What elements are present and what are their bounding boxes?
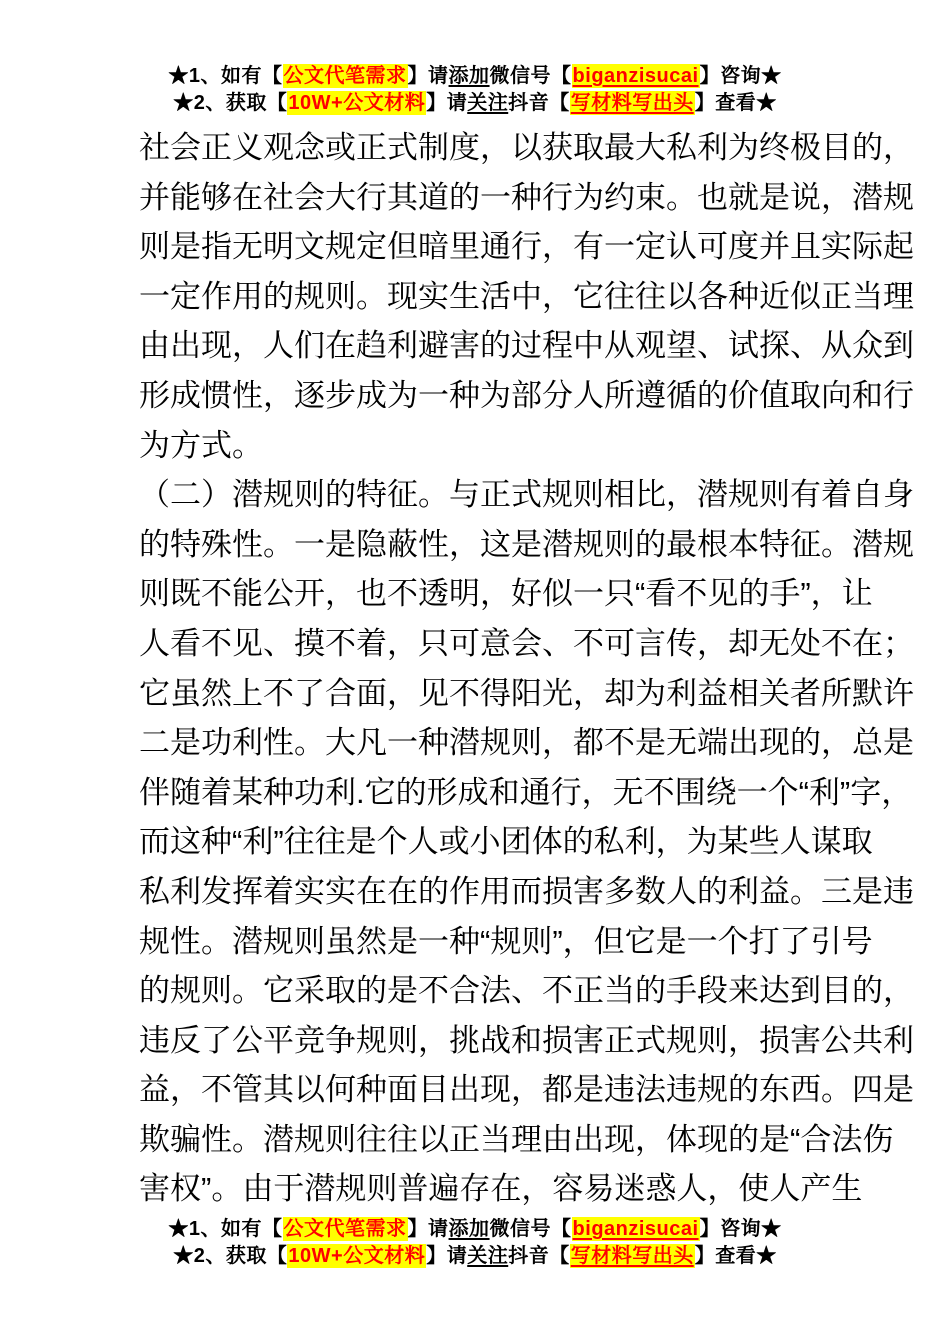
banner-text: ★2、获取【	[173, 92, 288, 114]
banner-highlight-text: 关注	[467, 92, 509, 114]
text-line: 的规则。它采取的是不合法、不正当的手段来达到目的，	[139, 973, 914, 1009]
banner-highlight-text: 公文代笔需求	[283, 1218, 407, 1241]
text-line: 害权”。由于潜规则普遍存在，容易迷惑人，使人产生	[139, 1171, 863, 1207]
promo-banner-footer	[0, 1214, 950, 1270]
text-line: 人看不见、摸不着，只可意会、不可言传，却无处不在；	[139, 625, 914, 661]
promo-banner-line-1	[0, 63, 950, 90]
banner-highlight-text: 10W+公文材料	[288, 1245, 426, 1268]
text-line: 欺骗性。潜规则往往以正当理由出现，体现的是“合法伤	[139, 1121, 894, 1157]
promo-banner-header	[0, 0, 950, 117]
banner-text: 】咨询★	[699, 65, 782, 87]
text-line: 由出现，人们在趋利避害的过程中从观望、试探、从众到	[139, 328, 914, 364]
text-line: 益，不管其以何种面目出现，都是违法违规的东西。四是	[139, 1072, 914, 1108]
banner-highlight-text: biganzisucai	[572, 65, 699, 87]
text-line: 社会正义观念或正式制度，以获取最大私利为终极目的，	[139, 130, 914, 165]
banner-text: ★1、如有【	[168, 1218, 283, 1241]
text-line: 私利发挥着实实在在的作用而损害多数人的利益。三是违	[139, 873, 914, 909]
banner-highlight-text: 10W+公文材料	[288, 92, 426, 114]
text-line: 而这种“利”往往是个人或小团体的私利，为某些人谋取	[139, 824, 873, 860]
text-line: 为方式。	[139, 427, 263, 463]
promo-banner-line-2	[0, 90, 950, 117]
banner-text: 】请	[407, 1218, 449, 1241]
banner-text: 】请	[426, 1245, 468, 1268]
banner-text: 抖音【	[508, 1245, 570, 1268]
banner-highlight-text: 添加	[448, 1218, 490, 1241]
banner-text: 】请	[426, 92, 468, 114]
banner-text: 】查看★	[694, 92, 777, 114]
text-line: 形成惯性，逐步成为一种为部分人所遵循的价值取向和行	[139, 377, 914, 413]
text-line: 违反了公平竞争规则，挑战和损害正式规则，损害公共利	[139, 1022, 914, 1058]
text-line: 它虽然上不了合面，见不得阳光，却为利益相关者所默许	[139, 675, 914, 711]
text-line: 一定作用的规则。现实生活中，它往往以各种近似正当理	[139, 278, 914, 314]
text-line: 则是指无明文规定但暗里通行，有一定认可度并且实际起	[139, 229, 914, 265]
text-line: （二）潜规则的特征。与正式规则相比，潜规则有着自身	[139, 477, 914, 513]
text-line: 二是功利性。大凡一种潜规则，都不是无端出现的，总是	[139, 725, 914, 761]
banner-text: 抖音【	[508, 92, 570, 114]
banner-text: 】请	[407, 65, 449, 87]
banner-text: ★2、获取【	[173, 1245, 288, 1268]
banner-text: 微信号【	[489, 65, 572, 87]
banner-highlight-text: 写材料写出头	[570, 92, 694, 114]
text-line: 并能够在社会大行其道的一种行为约束。也就是说，潜规	[139, 179, 914, 215]
banner-highlight-text: 公文代笔需求	[283, 65, 407, 87]
promo-banner-line-1	[0, 1216, 950, 1243]
banner-text: 】查看★	[694, 1245, 777, 1268]
banner-text: 微信号【	[489, 1218, 572, 1241]
banner-text: 】咨询★	[699, 1218, 782, 1241]
banner-highlight-text: biganzisucai	[572, 1218, 699, 1241]
document-body-text	[139, 123, 914, 1214]
banner-text: ★1、如有【	[168, 65, 283, 87]
text-line: 的特殊性。一是隐蔽性，这是潜规则的最根本特征。潜规	[139, 526, 914, 562]
promo-banner-line-2	[0, 1243, 950, 1270]
banner-highlight-text: 写材料写出头	[570, 1245, 694, 1268]
text-line: 规性。潜规则虽然是一种“规则”，但它是一个打了引号	[139, 923, 873, 959]
text-line: 则既不能公开，也不透明，好似一只“看不见的手”，让	[139, 576, 873, 612]
banner-highlight-text: 添加	[448, 65, 490, 87]
banner-highlight-text: 关注	[467, 1245, 509, 1268]
text-line: 伴随着某种功利.它的形成和通行，无不围绕一个“利”字，	[139, 774, 913, 810]
